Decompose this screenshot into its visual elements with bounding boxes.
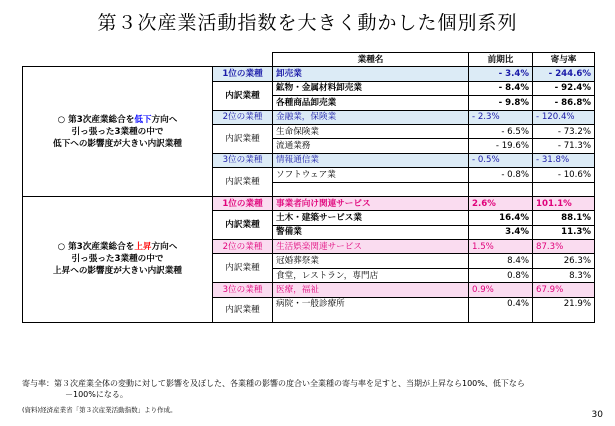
industry-name: 事業者向け関連サービス <box>273 196 469 210</box>
rank-label: 3位の業種 <box>213 153 273 167</box>
sub-industry-name: 各種商品卸売業 <box>273 96 469 110</box>
rise-category: ○ 第3次産業総合を上昇方向へ 引っ張った3業種の中で 上昇への影響度が大きい内訳業種 <box>23 196 213 322</box>
prev-ratio: 0.9% <box>469 283 533 297</box>
sub-contribution: 26.3% <box>533 254 595 268</box>
sub-industry-name: 生命保険業 <box>273 124 469 138</box>
sub-contribution: - 71.3% <box>533 139 595 153</box>
table-header-row <box>23 53 595 67</box>
sub-industry-name: 警備業 <box>273 225 469 239</box>
industry-name: 情報通信業 <box>273 153 469 167</box>
sub-contribution: - 73.2% <box>533 124 595 138</box>
sub-prev-ratio: - 9.8% <box>469 96 533 110</box>
sub-contribution: 88.1% <box>533 211 595 225</box>
sub-prev-ratio: - 8.4% <box>469 81 533 95</box>
sub-industry-name: 土木・建築サービス業 <box>273 211 469 225</box>
sub-contribution: - 92.4% <box>533 81 595 95</box>
contribution: 101.1% <box>533 196 595 210</box>
decline-category: ○ 第3次産業総合を低下方向へ 引っ張った3業種の中で 低下への影響度が大きい内訳業種 <box>23 67 213 197</box>
sub-prev-ratio: - 0.8% <box>469 168 533 182</box>
footnote-line1: 寄与率：第３次産業全体の変動に対して影響を及ぼした、各業種の影響の度合い全業種の寄与率を足すと、当期が上昇なら100%、低下なら <box>22 379 525 388</box>
breakdown-label: 内訳業種 <box>213 81 273 110</box>
sub-industry-name: 冠婚葬祭業 <box>273 254 469 268</box>
breakdown-label: 内訳業種 <box>213 297 273 322</box>
industry-table <box>22 52 595 323</box>
sub-contribution: 8.3% <box>533 268 595 282</box>
table-row <box>23 196 595 210</box>
sub-industry-name: 病院・一般診療所 <box>273 297 469 322</box>
breakdown-label: 内訳業種 <box>213 124 273 153</box>
prev-ratio: 1.5% <box>469 240 533 254</box>
breakdown-label: 内訳業種 <box>213 168 273 197</box>
page-title: 第３次産業活動指数を大きく動かした個別系列 <box>97 12 518 34</box>
breakdown-label: 内訳業種 <box>213 254 273 283</box>
table-row <box>23 67 595 81</box>
sub-industry-name: 鉱物・金属材料卸売業 <box>273 81 469 95</box>
header-contribution: 寄与率 <box>533 53 595 67</box>
sub-prev-ratio: 0.4% <box>469 297 533 322</box>
industry-name: 生活娯楽関連サービス <box>273 240 469 254</box>
prev-ratio: 2.6% <box>469 196 533 210</box>
sub-contribution: - 10.6% <box>533 168 595 182</box>
prev-ratio: - 0.5% <box>469 153 533 167</box>
industry-name: 卸売業 <box>273 67 469 81</box>
breakdown-label: 内訳業種 <box>213 211 273 240</box>
sub-contribution: 11.3% <box>533 225 595 239</box>
sub-prev-ratio: - 19.6% <box>469 139 533 153</box>
contribution: 67.9% <box>533 283 595 297</box>
prev-ratio: - 3.4% <box>469 67 533 81</box>
prev-ratio: - 2.3% <box>469 110 533 124</box>
rank-label: 1位の業種 <box>213 196 273 210</box>
rank-label: 2位の業種 <box>213 240 273 254</box>
header-industry: 業種名 <box>273 53 469 67</box>
header-prev-ratio: 前期比 <box>469 53 533 67</box>
footnote-line2: －100%になる。 <box>65 390 128 399</box>
sub-contribution: 21.9% <box>533 297 595 322</box>
page-number: 30 <box>591 410 603 420</box>
rank-label: 3位の業種 <box>213 283 273 297</box>
contribution: - 31.8% <box>533 153 595 167</box>
rise-highlight: 上昇 <box>134 242 152 253</box>
decline-highlight: 低下 <box>134 114 152 125</box>
rank-label: 2位の業種 <box>213 110 273 124</box>
sub-industry-name: 流通業務 <box>273 139 469 153</box>
sub-prev-ratio: 16.4% <box>469 211 533 225</box>
source-note: (資料)経済産業省「第３次産業活動指数」より作成。 <box>22 406 177 414</box>
contribution: - 120.4% <box>533 110 595 124</box>
industry-name: 金融業，保険業 <box>273 110 469 124</box>
sub-prev-ratio: - 6.5% <box>469 124 533 138</box>
sub-contribution: - 86.8% <box>533 96 595 110</box>
industry-name: 医療，福祉 <box>273 283 469 297</box>
sub-industry-name: 食堂，レストラン，専門店 <box>273 268 469 282</box>
rank-label: 1位の業種 <box>213 67 273 81</box>
footnote <box>22 378 597 400</box>
sub-prev-ratio: 8.4% <box>469 254 533 268</box>
contribution: - 244.6% <box>533 67 595 81</box>
sub-industry-name: ソフトウェア業 <box>273 168 469 182</box>
sub-prev-ratio: 3.4% <box>469 225 533 239</box>
contribution: 87.3% <box>533 240 595 254</box>
sub-prev-ratio: 0.8% <box>469 268 533 282</box>
